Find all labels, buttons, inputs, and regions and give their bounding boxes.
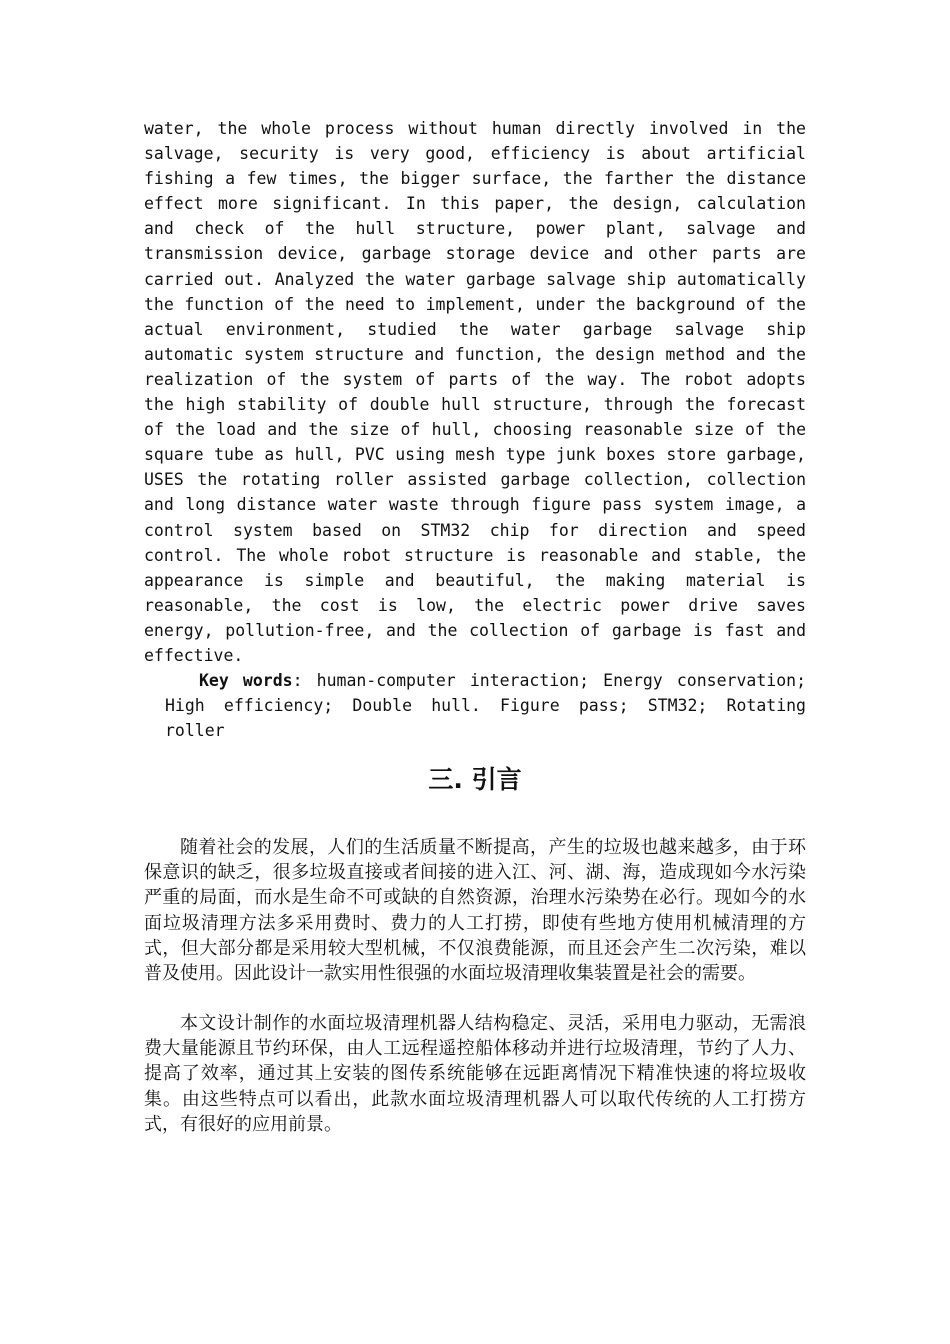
keywords-text: : human-computer interaction; Energy conservation; High efficiency; Double hull. Figure pass; STM32; Rotating roller: [165, 671, 806, 741]
introduction-paragraph-1: 随着社会的发展，人们的生活质量不断提高，产生的垃圾也越来越多，由于环保意识的缺乏，很多垃圾直接或者间接的进入江、河、湖、海，造成现如今水污染严重的局面，而水是生命不可或缺的自然资源，治理水污染势在必行。现如今的水面垃圾清理方法多采用费时、费力的人工打捞，即使有些地方使用机械清理的方式，但大部分都是采用较大型机械，不仅浪费能源，而且还会产生二次污染，难以普及使用。因此设计一款实用性很强的水面垃圾清理收集装置是社会的需要。: [144, 837, 806, 985]
keywords-label: Key words: [199, 671, 293, 690]
section-heading-introduction: 三. 引言: [428, 765, 522, 794]
english-abstract-paragraph: water, the whole process without human directly involved in the salvage, security is very good, efficiency is about artificial fishing a few times, the bigger surface, the farther the distance effect more significant. In this paper, the design, calculation and check of the hull structure, power plant, salvage and transmission device, garbage storage device and other parts are carried out. Analyzed the water garbage salvage ship automatically the function of the need to implement, under the background of the actual environment, studied the water garbage salvage ship automatic system structure and function, the design method and the realization of the system of parts of the way. The robot adopts the high stability of double hull structure, through the forecast of the load and the size of hull, choosing reasonable size of the square tube as hull, PVC using mesh type junk boxes store garbage, USES the rotating roller assisted garbage collection, collection and long distance water waste through figure pass system image, a control system based on STM32 chip for direction and speed control. The whole robot structure is reasonable and stable, the appearance is simple and beautiful, the making material is reasonable, the cost is low, the electric power drive saves energy, pollution-free, and the collection of garbage is fast and effective.: [144, 119, 806, 665]
introduction-paragraph-2: 本文设计制作的水面垃圾清理机器人结构稳定、灵活，采用电力驱动，无需浪费大量能源且节约环保，由人工远程遥控船体移动并进行垃圾清理，节约了人力、提高了效率，通过其上安装的图传系统能够在远距离情况下精准快速的将垃圾收集。由这些特点可以看出，此款水面垃圾清理机器人可以取代传统的人工打捞方式，有很好的应用前景。: [144, 1013, 806, 1135]
keywords-line: [165, 668, 806, 743]
